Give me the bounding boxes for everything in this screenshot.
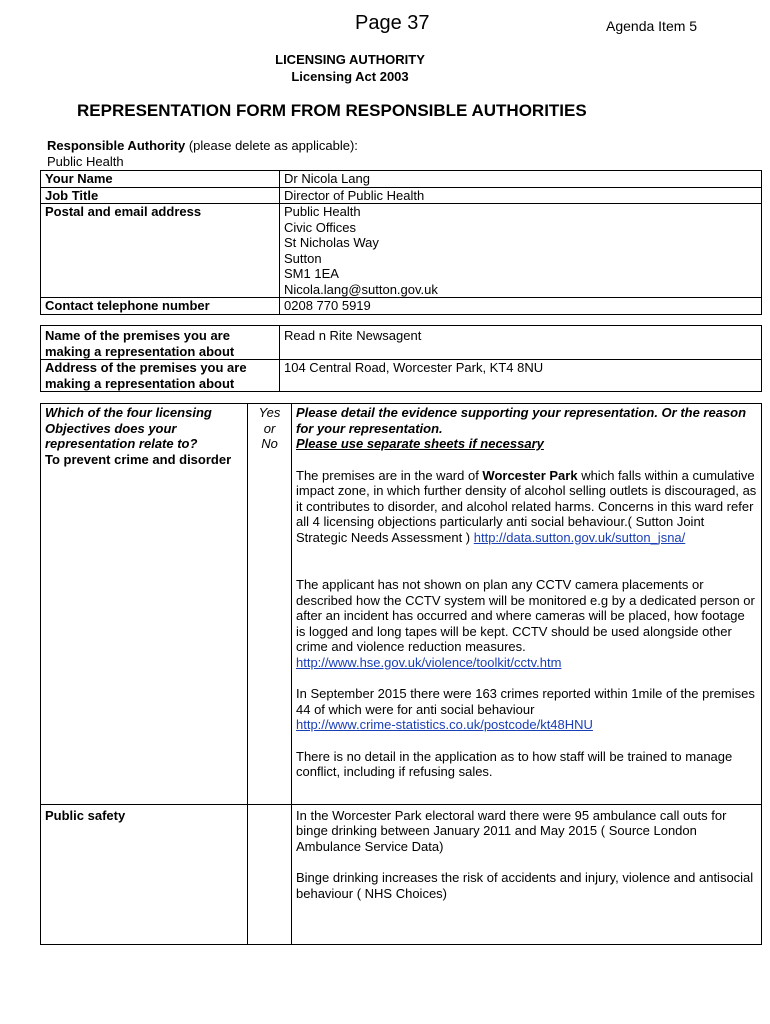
- crime-paragraph-1: The premises are in the ward of Worcester Park which falls within a cumulative impact zone, in which further density of alcohol selling outlets is discouraged, as it contributes to disorder, and alcohol related harms. Concerns in this ward refer all 4 licensing objections particularly anti social behaviour.( Sutton Joint Strategic Needs Assessment ) http://data.sutton.gov.uk/sutton_jsna/: [296, 467, 757, 545]
- address-line: St Nicholas Way: [284, 235, 379, 250]
- premises-table: [40, 325, 762, 392]
- responsible-note: (please delete as applicable):: [185, 138, 358, 153]
- objective-header: Which of the four licensing Objectives does your representation relate to?: [45, 405, 212, 451]
- evidence-header-1: Please detail the evidence supporting your representation. Or the reason for your representation.: [296, 405, 747, 436]
- address-value: [280, 204, 762, 298]
- premises-address-value: 104 Central Road, Worcester Park, KT4 8NU: [280, 360, 762, 392]
- table-row: [41, 204, 762, 298]
- contact-table: [40, 170, 762, 315]
- premises-name-value: Read n Rite Newsagent: [280, 326, 762, 360]
- table-row: [41, 326, 762, 360]
- evidence-cell-safety: [292, 804, 762, 944]
- table-row: [41, 187, 762, 204]
- crime-paragraph-4: There is no detail in the application as to how staff will be trained to manage conflict, including if refusing sales.: [296, 748, 733, 779]
- safety-paragraph-1: In the Worcester Park electoral ward there were 95 ambulance call outs for binge drinking between January 2011 and May 2015 ( Source London Ambulance Service Data): [296, 807, 727, 854]
- objectives-table: [40, 403, 762, 945]
- table-row: [41, 171, 762, 188]
- premises-address-label: Address of the premises you are making a representation about: [41, 360, 280, 392]
- yes-no-header: [248, 404, 292, 805]
- address-line: Sutton: [284, 250, 322, 266]
- table-row: [41, 804, 762, 944]
- job-title-value: Director of Public Health: [280, 187, 762, 204]
- job-title-label: Job Title: [41, 187, 280, 204]
- crime-disorder-label: To prevent crime and disorder: [45, 451, 232, 467]
- responsible-value: Public Health: [47, 153, 124, 169]
- authority-heading: LICENSING AUTHORITY: [275, 52, 425, 67]
- safety-paragraph-2: Binge drinking increases the risk of accidents and injury, violence and antisocial behaviour ( NHS Choices): [296, 870, 754, 901]
- email-link[interactable]: Nicola.lang@sutton.gov.uk: [284, 281, 438, 297]
- phone-label: Contact telephone number: [41, 298, 280, 315]
- public-safety-label: Public safety: [41, 804, 248, 944]
- cctv-link[interactable]: http://www.hse.gov.uk/violence/toolkit/cctv.htm: [296, 654, 562, 670]
- act-heading: Licensing Act 2003: [291, 69, 409, 84]
- objective-header-cell: [41, 404, 248, 805]
- name-value: Dr Nicola Lang: [280, 171, 762, 188]
- address-line: Civic Offices: [284, 219, 356, 235]
- jsna-link[interactable]: http://data.sutton.gov.uk/sutton_jsna/: [473, 529, 686, 545]
- public-safety-yes-no: [248, 804, 292, 944]
- or-label: or: [263, 420, 276, 436]
- evidence-cell-crime: [292, 404, 762, 805]
- form-title: REPRESENTATION FORM FROM RESPONSIBLE AUTHORITIES: [77, 101, 587, 120]
- phone-value: 0208 770 5919: [280, 298, 762, 315]
- premises-name-label: Name of the premises you are making a representation about: [41, 326, 280, 360]
- evidence-header-2: Please use separate sheets if necessary: [296, 436, 544, 451]
- address-line: SM1 1EA: [284, 266, 339, 281]
- table-row: [41, 360, 762, 392]
- crime-stats-link[interactable]: http://www.crime-statistics.co.uk/postcode/kt48HNU: [296, 717, 593, 732]
- responsible-label: Responsible Authority: [47, 138, 186, 153]
- crime-paragraph-2: The applicant has not shown on plan any CCTV camera placements or described how the CCTV system will be monitored e.g by a dedicated person or after an incident has occurred and where cameras will be placed, how footage is logged and long tapes will be kept. CCTV should be used alongside other crime and violence reduction measures. http://www.hse.gov.uk/violence/toolkit/cctv.htm: [296, 577, 755, 670]
- table-row: [41, 404, 762, 805]
- responsible-authority: [47, 138, 358, 169]
- table-row: [41, 298, 762, 315]
- agenda-item: Agenda Item 5: [606, 18, 698, 34]
- no-label: No: [261, 436, 278, 451]
- name-label: Your Name: [41, 171, 280, 188]
- yes-label: Yes: [258, 405, 281, 420]
- page-number: Page 37: [355, 12, 430, 34]
- address-label: Postal and email address: [41, 204, 280, 298]
- address-line: Public Health: [284, 204, 361, 219]
- crime-paragraph-3: In September 2015 there were 163 crimes reported within 1mile of the premises 44 of which were for anti social behaviour http://www.crime-statistics.co.uk/postcode/kt48HNU: [296, 686, 755, 732]
